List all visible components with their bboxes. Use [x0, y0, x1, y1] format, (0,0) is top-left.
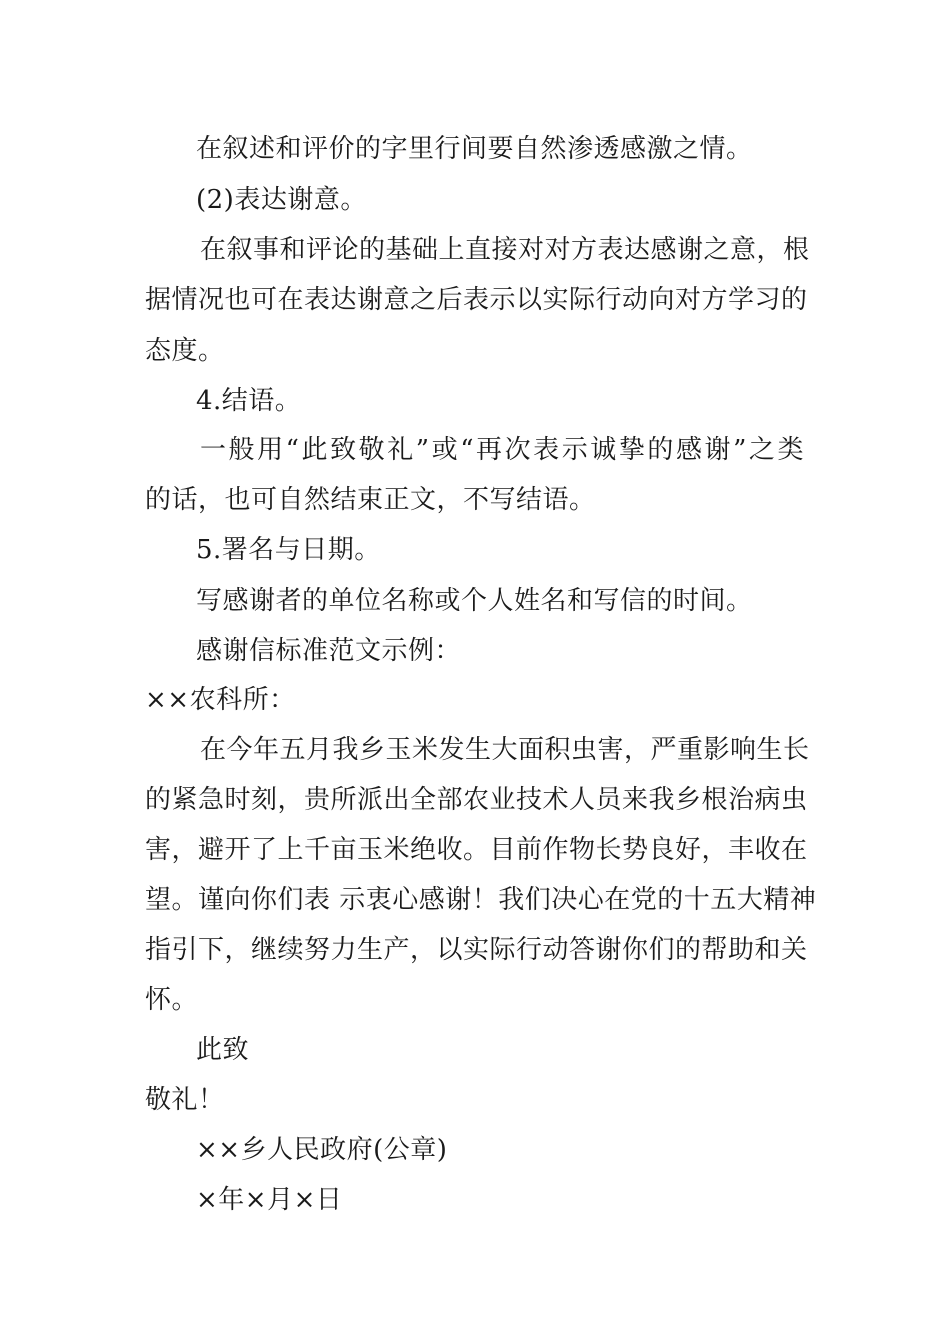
section-heading: 4.结语。: [196, 386, 302, 416]
letter-body-line: 在今年五月我乡玉米发生大面积虫害，严重影响生长: [200, 735, 810, 765]
paragraph-line: 一般用“此致敬礼”或“再次表示诚挚的感谢”之类: [200, 435, 804, 465]
letter-body-line: 指引下，继续努力生产，以实际行动答谢你们的帮助和关: [145, 935, 808, 965]
example-heading: 感谢信标准范文示例：: [196, 636, 462, 666]
section-heading: (2)表达谢意。: [196, 185, 367, 215]
paragraph-line: 在叙事和评论的基础上直接对对方表达感谢之意，根: [200, 235, 810, 265]
paragraph-line: 的话，也可自然结束正文，不写结语。: [145, 485, 596, 515]
paragraph-line: 据情况也可在表达谢意之后表示以实际行动向对方学习的: [145, 285, 808, 315]
letter-closing-salute: 敬礼！: [145, 1085, 225, 1115]
letter-body-line: 怀。: [145, 985, 199, 1015]
letter-closing: 此致: [196, 1035, 250, 1065]
paragraph-line: 态度。: [145, 336, 225, 366]
paragraph-line: 在叙述和评价的字里行间要自然渗透感激之情。: [196, 134, 753, 164]
letter-body-line: 望。谨向你们表 示衷心感谢！我们决心在党的十五大精神: [145, 885, 817, 915]
section-heading: 5.署名与日期。: [196, 535, 381, 565]
letter-signature: ××乡人民政府(公章): [196, 1135, 448, 1165]
paragraph-line: 写感谢者的单位名称或个人姓名和写信的时间。: [196, 586, 753, 616]
letter-salutation: ××农科所：: [145, 685, 296, 715]
letter-body-line: 害，避开了上千亩玉米绝收。目前作物长势良好，丰收在: [145, 835, 808, 865]
letter-date: ×年×月×日: [196, 1185, 343, 1215]
letter-body-line: 的紧急时刻，贵所派出全部农业技术人员来我乡根治病虫: [145, 785, 808, 815]
